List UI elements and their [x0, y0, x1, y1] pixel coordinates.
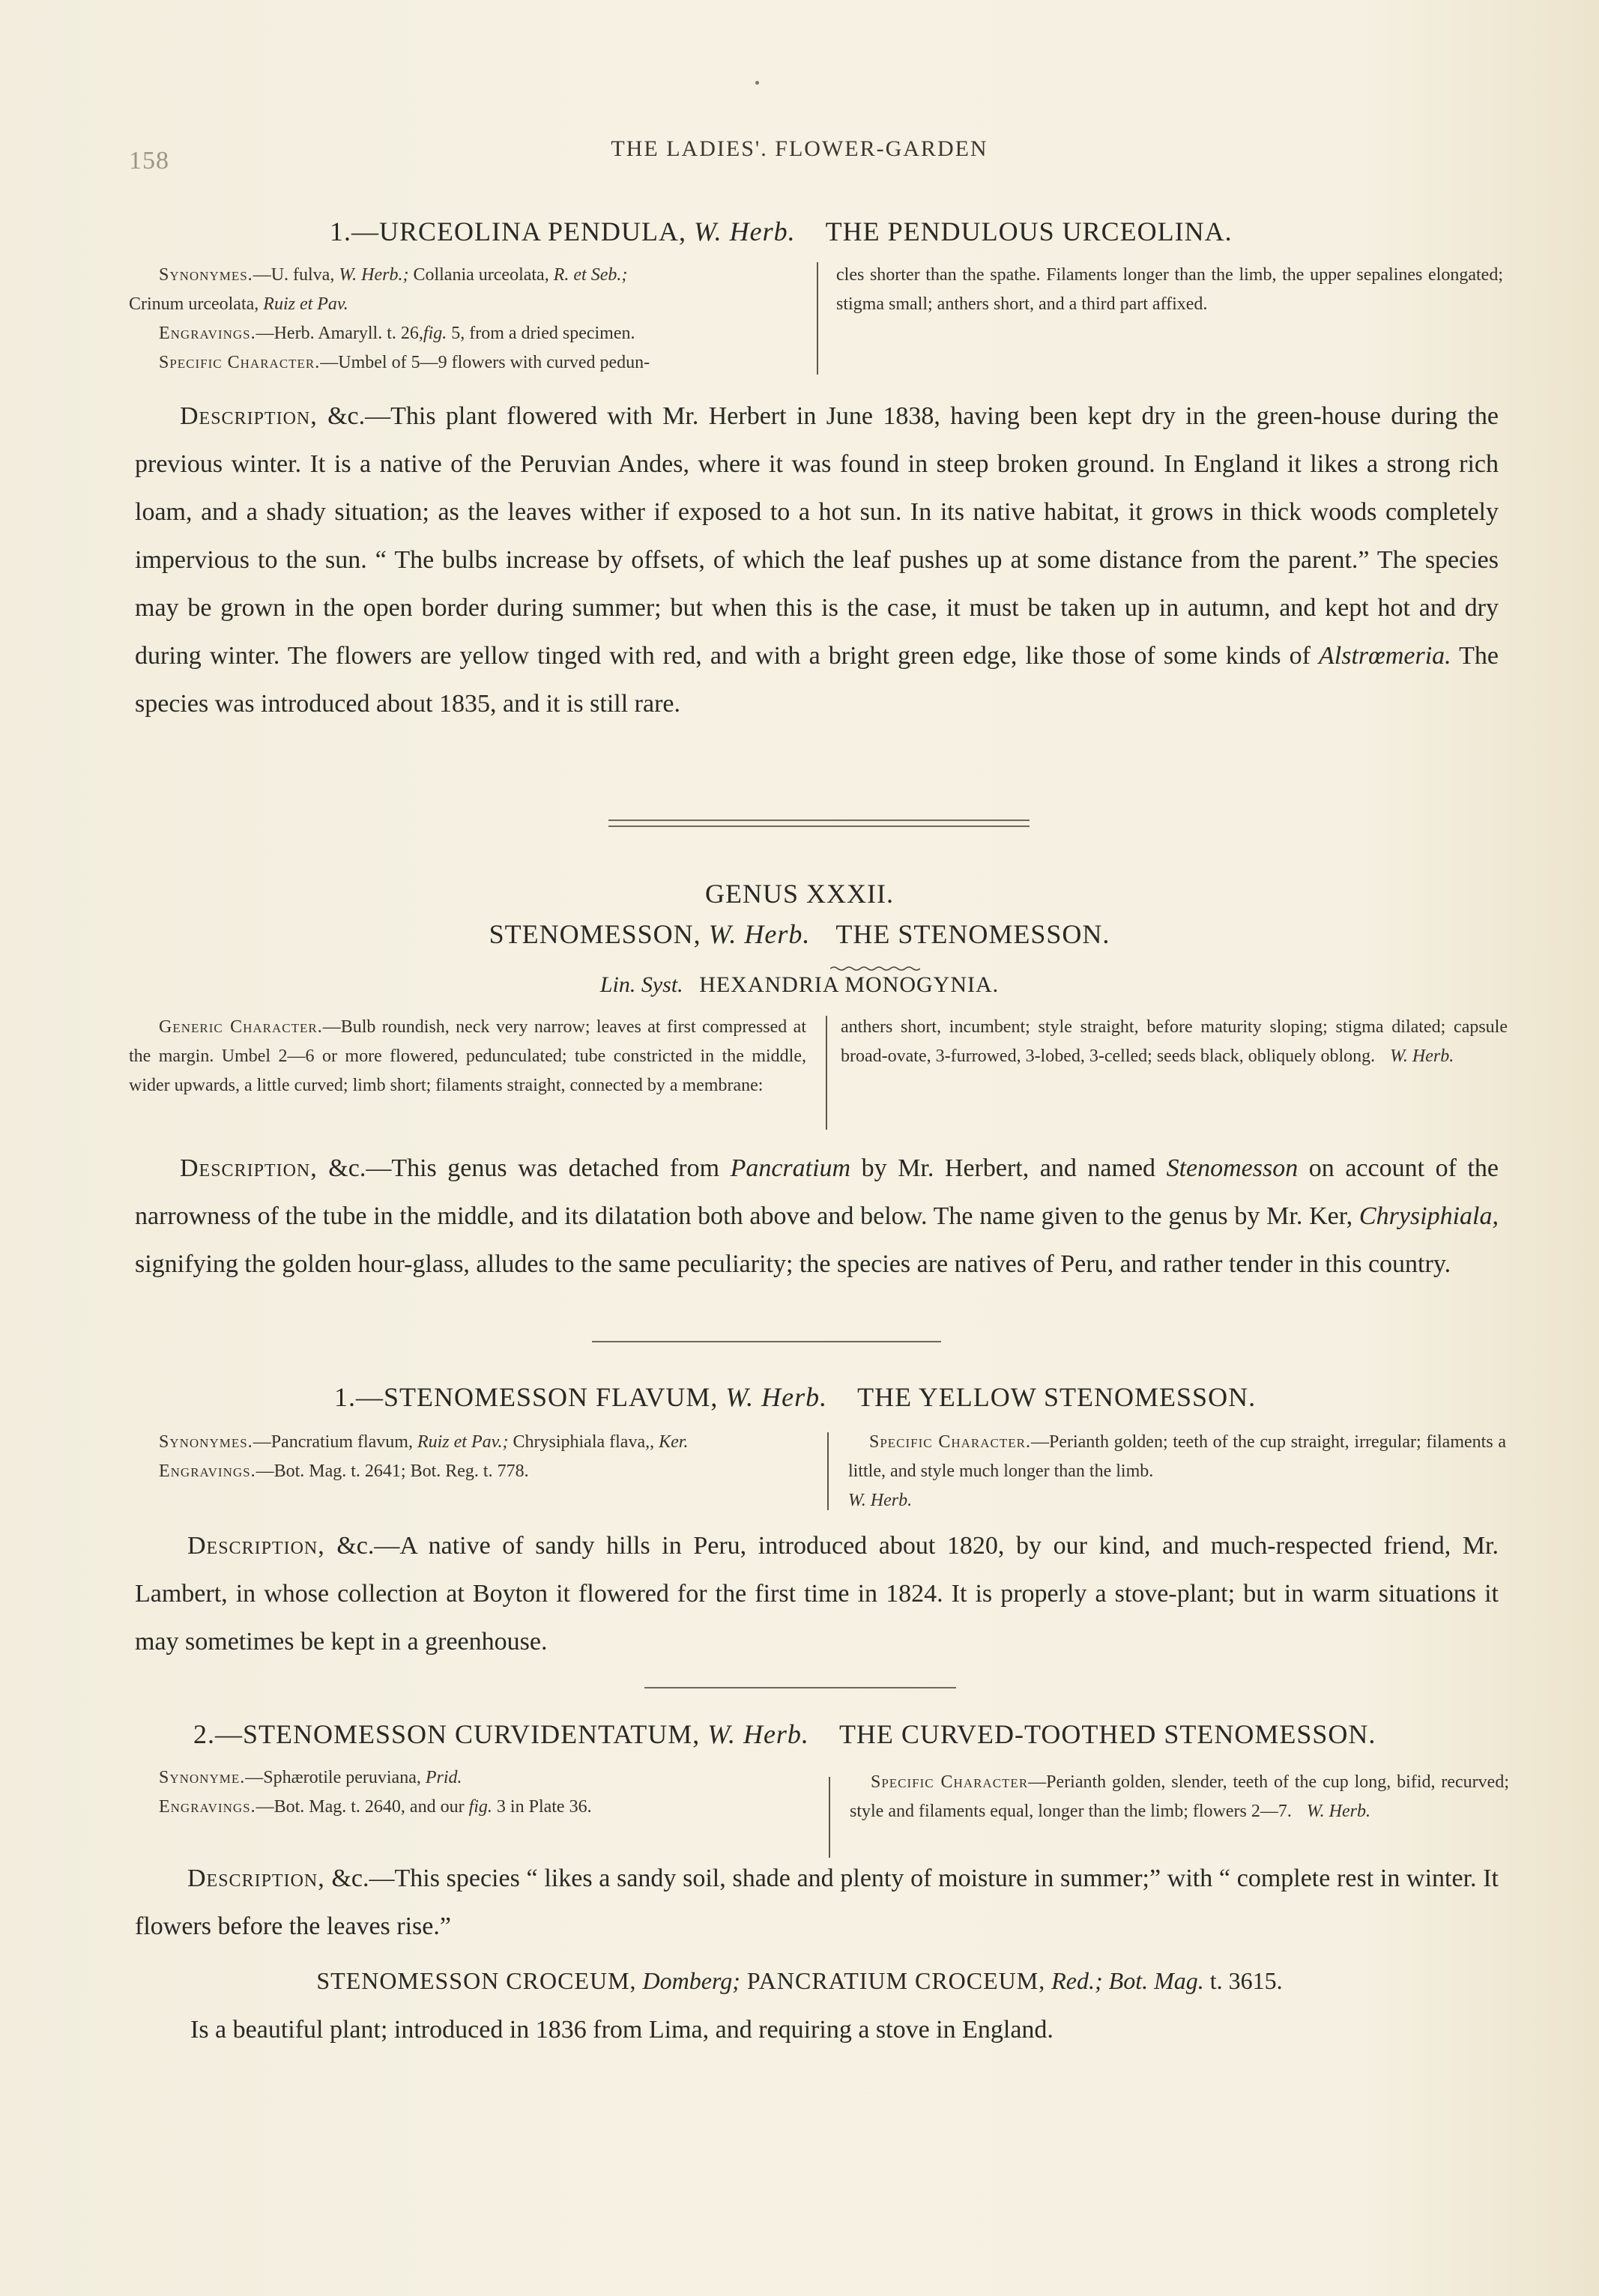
specific-character-authority: W. Herb. — [848, 1491, 913, 1510]
engravings-text: —Herb. Amaryll. t. 26, — [256, 324, 423, 343]
synonyme-text: —Sphærotile peruviana, — [245, 1768, 421, 1787]
engravings-text-2: 3 in Plate 36. — [492, 1797, 592, 1817]
croceum-title — [0, 1967, 1599, 1995]
specific-character-text: —Perianth golden, slender, teeth of the cup long, bifid, recurved; style and filaments equal, longer than the limb; flowers 2—7. — [850, 1772, 1509, 1821]
synonymes-text: —Pancratium flavum, — [253, 1432, 413, 1452]
genus-name-line — [0, 918, 1599, 950]
title-common-name: THE CURVED-TOOTHED STENOMESSON. — [838, 1719, 1376, 1749]
generic-character-label: Generic Character. — [159, 1017, 323, 1037]
double-rule-bottom — [608, 826, 1030, 827]
description-label: Description, — [187, 1865, 325, 1892]
croceum-authority: Domberg; — [642, 1967, 740, 1994]
synonymes-authority-2: Ker. — [659, 1432, 689, 1452]
engravings-label: Engravings. — [159, 1461, 256, 1481]
description-urceolina — [135, 393, 1499, 728]
croceum-description: Is a beautiful plant; introduced in 1836 from Lima, and requiring a stove in England. — [190, 2016, 1054, 2044]
page-number: 158 — [129, 147, 169, 175]
title-number: 1.—STENOMESSON FLAVUM, — [334, 1382, 719, 1412]
croceum-synonym: PANCRATIUM CROCEUM, — [740, 1967, 1046, 1994]
engravings-label: Engravings. — [159, 324, 256, 343]
specific-character-text: —Umbel of 5—9 flowers with curved pedun- — [320, 353, 650, 372]
title-common-name: THE YELLOW STENOMESSON. — [857, 1382, 1257, 1412]
title-authority: W. Herb. — [694, 216, 796, 246]
title-authority: W. Herb. — [707, 1719, 809, 1749]
description-text: &c.—This genus was detached from — [317, 1154, 731, 1182]
synonymes-authority: Ruiz et Pav.; — [417, 1432, 509, 1452]
column-divider — [826, 1016, 827, 1130]
synopsis-right — [850, 1768, 1509, 1826]
description-label: Description, — [180, 1154, 318, 1182]
description-end: The species was introduced about 1835, and it is still rare. — [135, 642, 1499, 718]
engravings-fig: fig. — [468, 1797, 492, 1817]
specific-character-text: —Perianth golden; teeth of the cup straight, irregular; filaments a little, and style much longer than the limb. — [848, 1432, 1507, 1481]
engravings-label: Engravings. — [159, 1797, 256, 1817]
synonymes-label: Synonymes. — [159, 1432, 253, 1452]
genus-common-name: THE STENOMESSON. — [835, 919, 1110, 949]
description-label: Description, — [180, 402, 318, 430]
croceum-plate: t. 3615. — [1203, 1967, 1283, 1994]
description-italic: Pancratium — [730, 1154, 851, 1182]
synonymes-authority-2: R. et Seb.; — [553, 265, 628, 285]
title-number: 1.—URCEOLINA PENDULA, — [330, 216, 686, 246]
section-rule — [592, 1341, 941, 1342]
title-authority: W. Herb. — [725, 1382, 828, 1412]
description-text: &c.—This plant flowered with Mr. Herbert in June 1838, having been kept dry in the green-house during the previous winter. It is a native of the Peruvian Andes, where it was found in steep broken ground. In England it likes a strong rich loam, and a shady situation; as the leaves wither if exposed to a hot sun. In its native habitat, it grows in thick woods completely impervious to the sun. “ The bulbs increase by offsets, of which the leaf pushes up at some distance from the parent.” The species may be grown in the open border during summer; but when this is the case, it must be taken up in autumn, and kept hot and dry during winter. The flowers are yellow tinged with red, and with a bright green edge, like those of some kinds of — [135, 402, 1499, 670]
synonymes-text: —U. fulva, — [253, 265, 335, 285]
section-title-curvidentatum — [193, 1718, 1376, 1750]
description-text-3: on account of the narrowness of the tube in the middle, and its dilatation both above and below. The name given to the genus by Mr. Ker, — [135, 1154, 1499, 1230]
ink-dot — [755, 81, 759, 85]
engravings-text: —Bot. Mag. t. 2641; Bot. Reg. t. 778. — [256, 1461, 529, 1481]
genus-heading: GENUS XXXII. — [705, 879, 894, 909]
section-title-flavum — [334, 1381, 1256, 1413]
description-genus — [135, 1145, 1499, 1288]
engravings-fig: fig. — [423, 324, 447, 343]
synonymes-text-2: Chrysiphiala flava, — [508, 1432, 650, 1452]
description-text: &c.—This species “ likes a sandy soil, shade and plenty of moisture in summer;” with “ complete rest in winter. It flowers before the leaves rise.” — [135, 1865, 1499, 1940]
engravings-text: —Bot. Mag. t. 2640, and our — [256, 1797, 469, 1817]
description-italic-2: Stenomesson — [1166, 1154, 1299, 1182]
wavy-ornament — [830, 962, 920, 968]
generic-character-right — [841, 1013, 1508, 1071]
croceum-name: STENOMESSON CROCEUM, — [316, 1967, 637, 1994]
generic-character-left — [129, 1013, 806, 1100]
column-divider — [829, 1777, 830, 1858]
title-common-name: THE PENDULOUS URCEOLINA. — [825, 216, 1233, 246]
synopsis-right — [848, 1428, 1506, 1515]
running-title: THE LADIES'. FLOWER-GARDEN — [611, 136, 988, 161]
description-curvidentatum — [135, 1855, 1499, 1951]
synonymes-text-2: Collania urceolata, — [408, 265, 549, 285]
description-text-4: signifying the golden hour-glass, alludes to the same peculiarity; the species are natives of Peru, and rather tender in this country. — [135, 1250, 1451, 1278]
column-divider — [827, 1432, 829, 1510]
synopsis-left: Synonymes.—Pancratium flavum, Ruiz et Pav.; Chrysiphiala flava,, Ker. Engravings.—Bot. Mag. t. 2641; Bot. Reg. t. 778. — [159, 1432, 689, 1481]
engravings-text-2: 5, from a dried specimen. — [447, 324, 635, 343]
genus-name: STENOMESSON, — [489, 919, 701, 949]
section-rule — [644, 1687, 956, 1688]
section-title-urceolina — [330, 216, 1233, 247]
linnaean-system — [0, 972, 1599, 998]
synonymes-label: Synonymes. — [159, 265, 253, 285]
synopsis-right: cles shorter than the spathe. Filaments longer than the limb, the upper sepalines elongated; stigma small; anthers short, and a third part affixed. — [836, 265, 1503, 314]
specific-character-label: Specific Character — [871, 1772, 1029, 1792]
synonyme-label: Synonyme. — [159, 1768, 246, 1787]
description-italic: Alstrœmeria. — [1319, 642, 1451, 670]
synonyme-authority: Prid. — [425, 1768, 462, 1787]
description-flavum — [135, 1522, 1499, 1666]
generic-character-authority: W. Herb. — [1390, 1046, 1454, 1066]
genus-authority: W. Herb. — [708, 919, 811, 949]
description-italic-3: Chrysiphiala, — [1358, 1202, 1499, 1230]
title-number: 2.—STENOMESSON CURVIDENTATUM, — [193, 1719, 701, 1749]
specific-character-label: Specific Character. — [159, 353, 321, 372]
description-text: &c.—A native of sandy hills in Peru, introduced about 1820, by our kind, and much-respected friend, Mr. Lambert, in whose collection at Boyton it flowered for the first time in 1824. It is properly a stove-plant; but in warm situations it may sometimes be kept in a greenhouse. — [135, 1532, 1499, 1656]
double-rule-top — [608, 820, 1030, 821]
synopsis-left — [129, 1763, 806, 1822]
description-text-2: by Mr. Herbert, and named — [850, 1154, 1167, 1182]
column-divider — [817, 262, 818, 375]
synonymes-text-3: Crinum urceolata, — [129, 294, 259, 314]
generic-character-text-2: anthers short, incumbent; style straight, before maturity sloping; stigma dilated; capsule broad-ovate, 3-furrowed, 3-lobed, 3-celled; seeds black, obliquely oblong. — [841, 1017, 1508, 1066]
generic-character-text: —Bulb roundish, neck very narrow; leaves at first compressed at the margin. Umbel 2—6 or more flowered, pedunculated; tube constricted in the middle, wider upwards, a little curved; limb short; filaments straight, connected by a membrane: — [129, 1017, 807, 1095]
linnaean-class: HEXANDRIA MONOGYNIA. — [699, 972, 1000, 997]
synopsis-left — [129, 261, 803, 378]
specific-character-label: Specific Character. — [869, 1432, 1031, 1452]
description-label: Description, — [187, 1532, 325, 1560]
specific-character-authority: W. Herb. — [1306, 1802, 1370, 1821]
synonymes-authority-3: Ruiz et Pav. — [263, 294, 348, 314]
synonymes-authority: W. Herb.; — [339, 265, 409, 285]
croceum-references: Red.; Bot. Mag. — [1051, 1967, 1204, 1994]
linnaean-label: Lin. Syst. — [599, 972, 683, 997]
